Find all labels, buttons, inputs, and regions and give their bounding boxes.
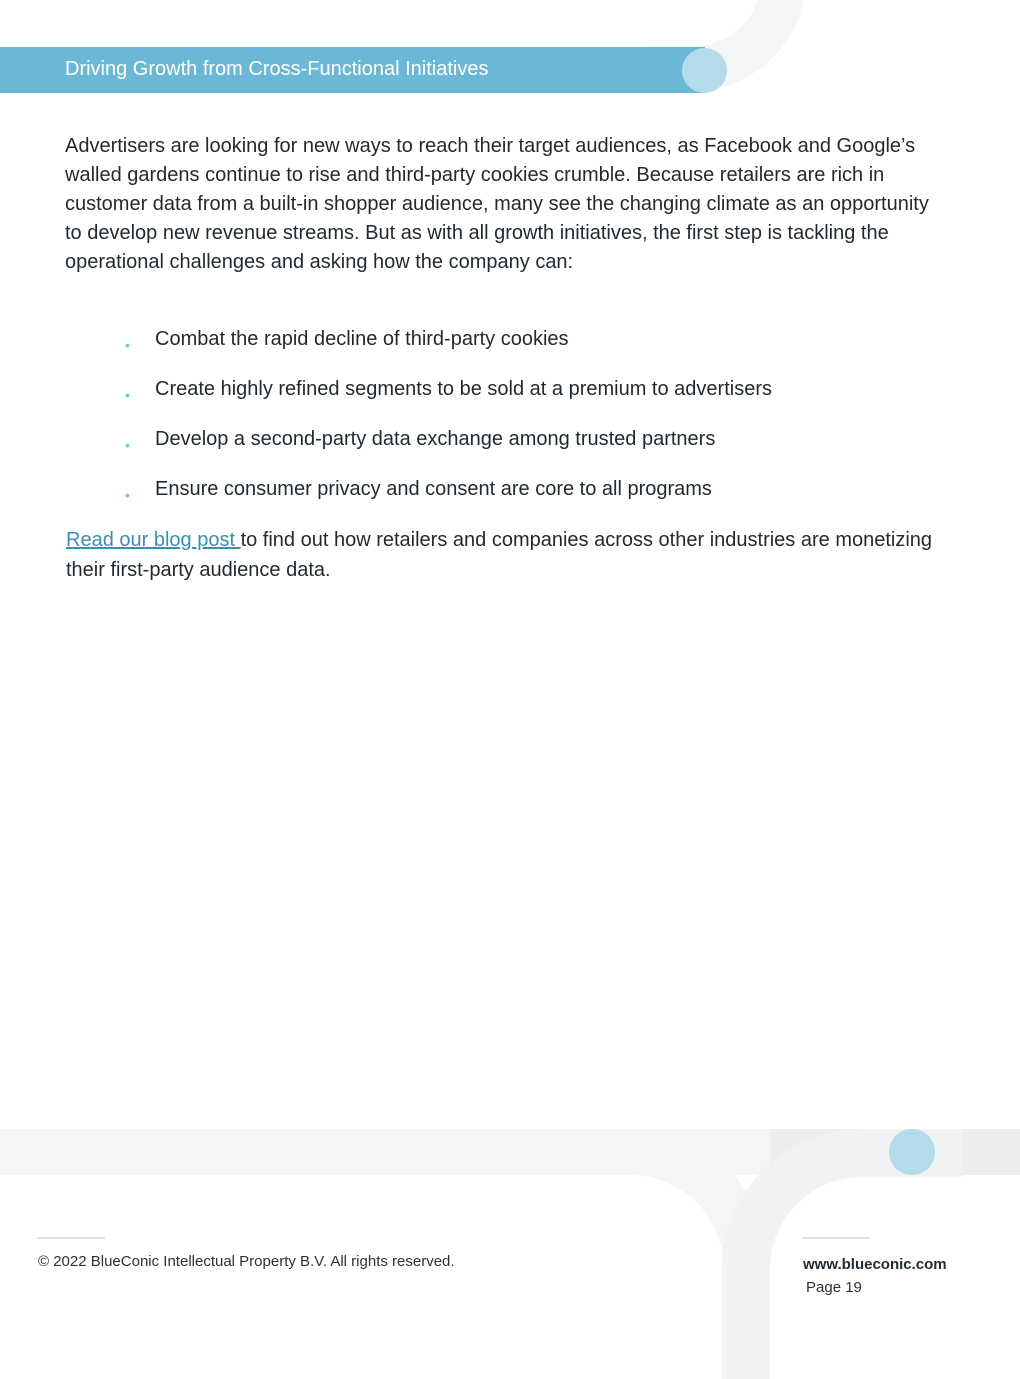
bullet-icon: •	[125, 437, 130, 453]
bullet-text: Combat the rapid decline of third-party cookies	[155, 328, 569, 350]
page-number: Page 19	[806, 1279, 862, 1296]
bullet-text: Ensure consumer privacy and consent are core to all programs	[155, 478, 712, 500]
bullet-icon: •	[125, 337, 130, 353]
section-title: Driving Growth from Cross-Functional Initiatives	[65, 58, 489, 80]
blog-post-link[interactable]: Read our blog post	[66, 529, 241, 551]
footer-divider-right	[802, 1237, 870, 1239]
closing-paragraph	[66, 525, 966, 585]
website-link[interactable]: www.blueconic.com	[803, 1256, 947, 1273]
bullet-list	[125, 325, 965, 525]
bullet-text: Develop a second-party data exchange among trusted partners	[155, 428, 716, 450]
intro-paragraph: Advertisers are looking for new ways to reach their target audiences, as Facebook and Google’s walled gardens continue to rise and third-party cookies crumble. Because retailers are rich in customer data from a built-in shopper audience, many see the changing climate as an opportunity to develop new revenue streams. But as with all growth initiatives, the first step is tackling the operational challenges and asking how the company can:	[65, 135, 929, 273]
list-item	[125, 475, 965, 525]
list-item	[125, 425, 965, 475]
list-item	[125, 375, 965, 425]
list-item	[125, 325, 965, 375]
footer-accent-circle	[889, 1129, 935, 1175]
bullet-icon: •	[125, 487, 130, 503]
bullet-icon: •	[125, 387, 130, 403]
closing-text: to find out how retailers and companies across other industries are monetizing their first-party audience data.	[66, 529, 933, 581]
footer-divider-left	[37, 1237, 105, 1239]
copyright-text: © 2022 BlueConic Intellectual Property B.V. All rights reserved.	[38, 1253, 455, 1270]
bullet-text: Create highly refined segments to be sold at a premium to advertisers	[155, 378, 772, 400]
header-accent-circle	[682, 48, 727, 93]
